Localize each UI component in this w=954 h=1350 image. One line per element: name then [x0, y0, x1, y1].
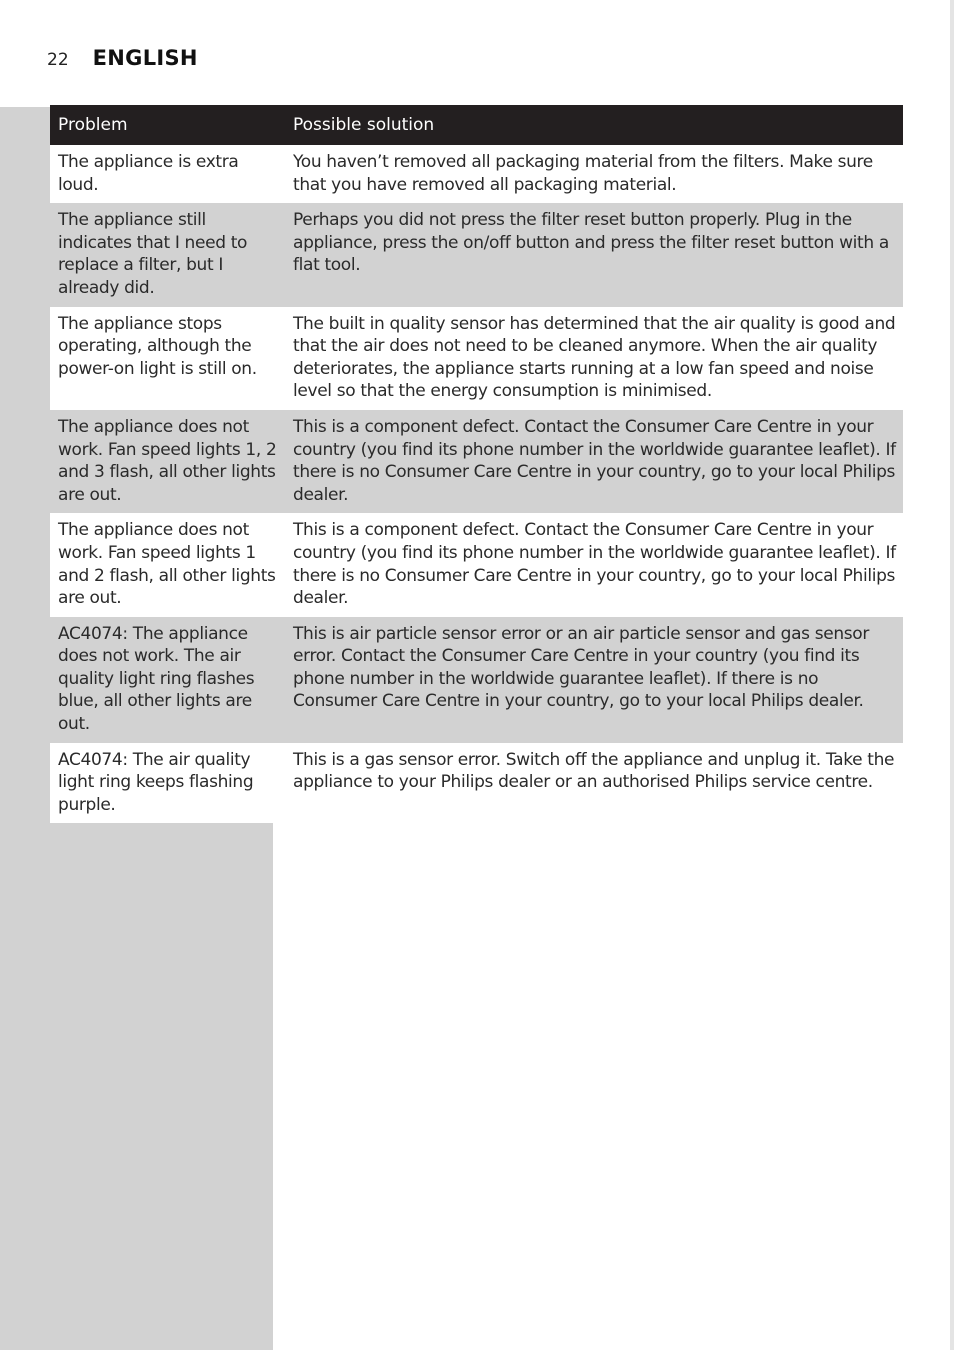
- solution-cell: The built in quality sensor has determined that the air quality is good and that the air does not need to be cleaned anymore. When the air quality deteriorates, the appliance starts running at a low fan speed and noise level so that the energy consumption is minimised.: [285, 307, 903, 410]
- table-row: [50, 145, 903, 203]
- table-row: [50, 203, 903, 306]
- problem-cell: AC4074: The appliance does not work. The air quality light ring flashes blue, all other lights are out.: [50, 617, 285, 743]
- table-row: [50, 743, 903, 824]
- page-number: 22: [47, 50, 69, 70]
- page-header: [47, 46, 198, 70]
- table-row: [50, 617, 903, 743]
- table-header-row: [50, 105, 903, 145]
- solution-cell: This is a component defect. Contact the Consumer Care Centre in your country (you find its phone number in the worldwide guarantee leaflet). If there is no Consumer Care Centre in your country, go to your local Philips dealer.: [285, 513, 903, 616]
- section-title: ENGLISH: [92, 46, 198, 70]
- solution-cell: This is a gas sensor error. Switch off the appliance and unplug it. Take the appliance to your Philips dealer or an authorised Philips service centre.: [285, 743, 903, 824]
- table-row: [50, 513, 903, 616]
- page-edge: [950, 0, 954, 1350]
- column-header-problem: Problem: [50, 105, 285, 145]
- solution-cell: This is a component defect. Contact the Consumer Care Centre in your country (you find its phone number in the worldwide guarantee leaflet). If there is no Consumer Care Centre in your country, go to your local Philips dealer.: [285, 410, 903, 513]
- solution-cell: This is air particle sensor error or an air particle sensor and gas sensor error. Contact the Consumer Care Centre in your country (you find its phone number in the worldwide guarantee leaflet). If there is no Consumer Care Centre in your country, go to your local Philips dealer.: [285, 617, 903, 743]
- column-header-solution: Possible solution: [285, 105, 903, 145]
- problem-cell: The appliance does not work. Fan speed lights 1 and 2 flash, all other lights are out.: [50, 513, 285, 616]
- problem-cell: The appliance stops operating, although the power-on light is still on.: [50, 307, 285, 410]
- problem-cell: AC4074: The air quality light ring keeps flashing purple.: [50, 743, 285, 824]
- table-row: [50, 307, 903, 410]
- problem-cell: The appliance still indicates that I need to replace a filter, but I already did.: [50, 203, 285, 306]
- solution-cell: You haven’t removed all packaging material from the filters. Make sure that you have removed all packaging material.: [285, 145, 903, 203]
- problem-cell: The appliance is extra loud.: [50, 145, 285, 203]
- table-row: [50, 410, 903, 513]
- problem-cell: The appliance does not work. Fan speed lights 1, 2 and 3 flash, all other lights are out.: [50, 410, 285, 513]
- troubleshooting-table: [50, 105, 903, 823]
- solution-cell: Perhaps you did not press the filter reset button properly. Plug in the appliance, press the on/off button and press the filter reset button with a flat tool.: [285, 203, 903, 306]
